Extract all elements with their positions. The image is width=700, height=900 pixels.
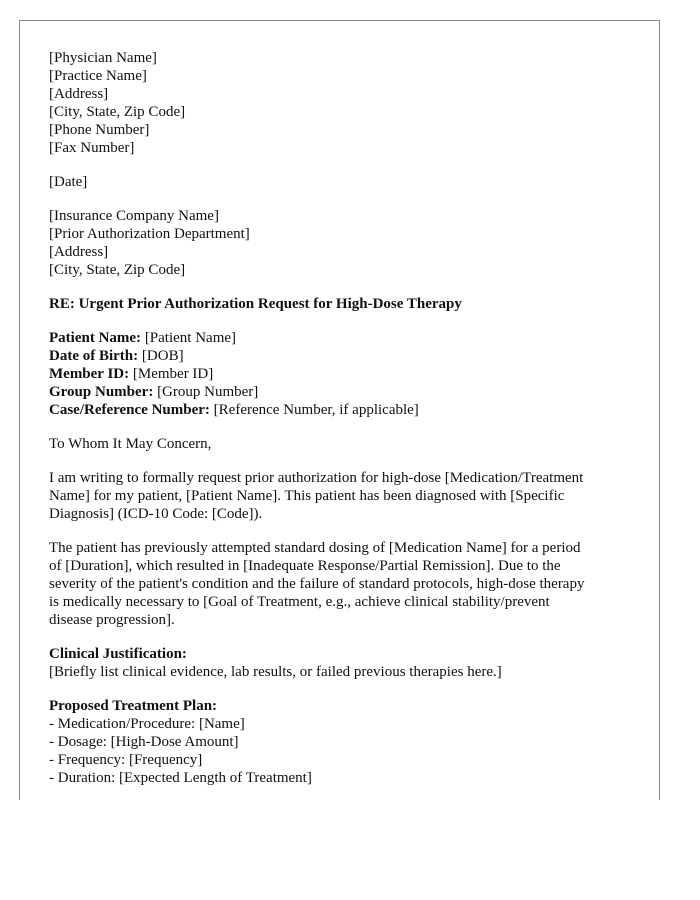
letter-date: [Date] — [49, 174, 88, 190]
paragraph-history-line: severity of the patient's condition and the failure of standard protocols, high-dose therapy — [49, 576, 585, 592]
patient-name-value: [Patient Name] — [144, 330, 237, 346]
patient-name-label: Patient Name: — [49, 330, 142, 346]
paragraph-request — [49, 469, 629, 523]
clinical-justification-section — [49, 645, 629, 681]
sender-fax: [Fax Number] — [49, 140, 135, 156]
paragraph-history-line: is medically necessary to [Goal of Treatment, e.g., achieve clinical stability/prevent — [49, 594, 550, 610]
recipient-block — [49, 207, 629, 279]
treatment-plan-item: - Frequency: [Frequency] — [49, 752, 203, 768]
sender-practice-name: [Practice Name] — [49, 68, 147, 84]
patient-name-row — [49, 329, 629, 347]
paragraph-request-line: Diagnosis] (ICD-10 Code: [Code]). — [49, 506, 263, 522]
reference-number-row — [49, 401, 629, 419]
sender-city-state-zip: [City, State, Zip Code] — [49, 104, 186, 120]
group-number-value: [Group Number] — [157, 384, 259, 400]
treatment-plan-heading: Proposed Treatment Plan: — [49, 698, 218, 714]
sender-physician-name: [Physician Name] — [49, 50, 157, 66]
clinical-justification-text: [Briefly list clinical evidence, lab results, or failed previous therapies here.] — [49, 664, 502, 680]
paragraph-history-line: of [Duration], which resulted in [Inadequate Response/Partial Remission]. Due to the — [49, 558, 561, 574]
letter-content — [49, 49, 629, 800]
paragraph-history-line: disease progression]. — [49, 612, 175, 628]
date-block — [49, 173, 629, 191]
paragraph-history — [49, 539, 629, 629]
sender-phone: [Phone Number] — [49, 122, 150, 138]
letter-page — [19, 20, 660, 800]
clinical-justification-heading: Clinical Justification: — [49, 646, 187, 662]
recipient-city-state-zip: [City, State, Zip Code] — [49, 262, 186, 278]
sender-address: [Address] — [49, 86, 109, 102]
member-id-row — [49, 365, 629, 383]
patient-info-block — [49, 329, 629, 419]
reference-number-label: Case/Reference Number: — [49, 402, 210, 418]
group-number-row — [49, 383, 629, 401]
recipient-company: [Insurance Company Name] — [49, 208, 219, 224]
dob-label: Date of Birth: — [49, 348, 139, 364]
subject-block — [49, 295, 629, 313]
recipient-department: [Prior Authorization Department] — [49, 226, 250, 242]
member-id-label: Member ID: — [49, 366, 130, 382]
subject-line: RE: Urgent Prior Authorization Request for High-Dose Therapy — [49, 296, 462, 312]
member-id-value: [Member ID] — [132, 366, 214, 382]
treatment-plan-item: - Dosage: [High-Dose Amount] — [49, 734, 239, 750]
reference-number-value: [Reference Number, if applicable] — [213, 402, 419, 418]
paragraph-request-line: Name] for my patient, [Patient Name]. This patient has been diagnosed with [Specific — [49, 488, 565, 504]
salutation: To Whom It May Concern, — [49, 436, 212, 452]
treatment-plan-item: - Duration: [Expected Length of Treatment] — [49, 770, 312, 786]
treatment-plan-item: - Medication/Procedure: [Name] — [49, 716, 245, 732]
group-number-label: Group Number: — [49, 384, 154, 400]
recipient-address: [Address] — [49, 244, 109, 260]
paragraph-request-line: I am writing to formally request prior authorization for high-dose [Medication/Treatment — [49, 470, 584, 486]
treatment-plan-section — [49, 697, 629, 787]
paragraph-history-line: The patient has previously attempted standard dosing of [Medication Name] for a period — [49, 540, 581, 556]
salutation-block — [49, 435, 629, 453]
dob-row — [49, 347, 629, 365]
sender-block — [49, 49, 629, 157]
dob-value: [DOB] — [141, 348, 184, 364]
